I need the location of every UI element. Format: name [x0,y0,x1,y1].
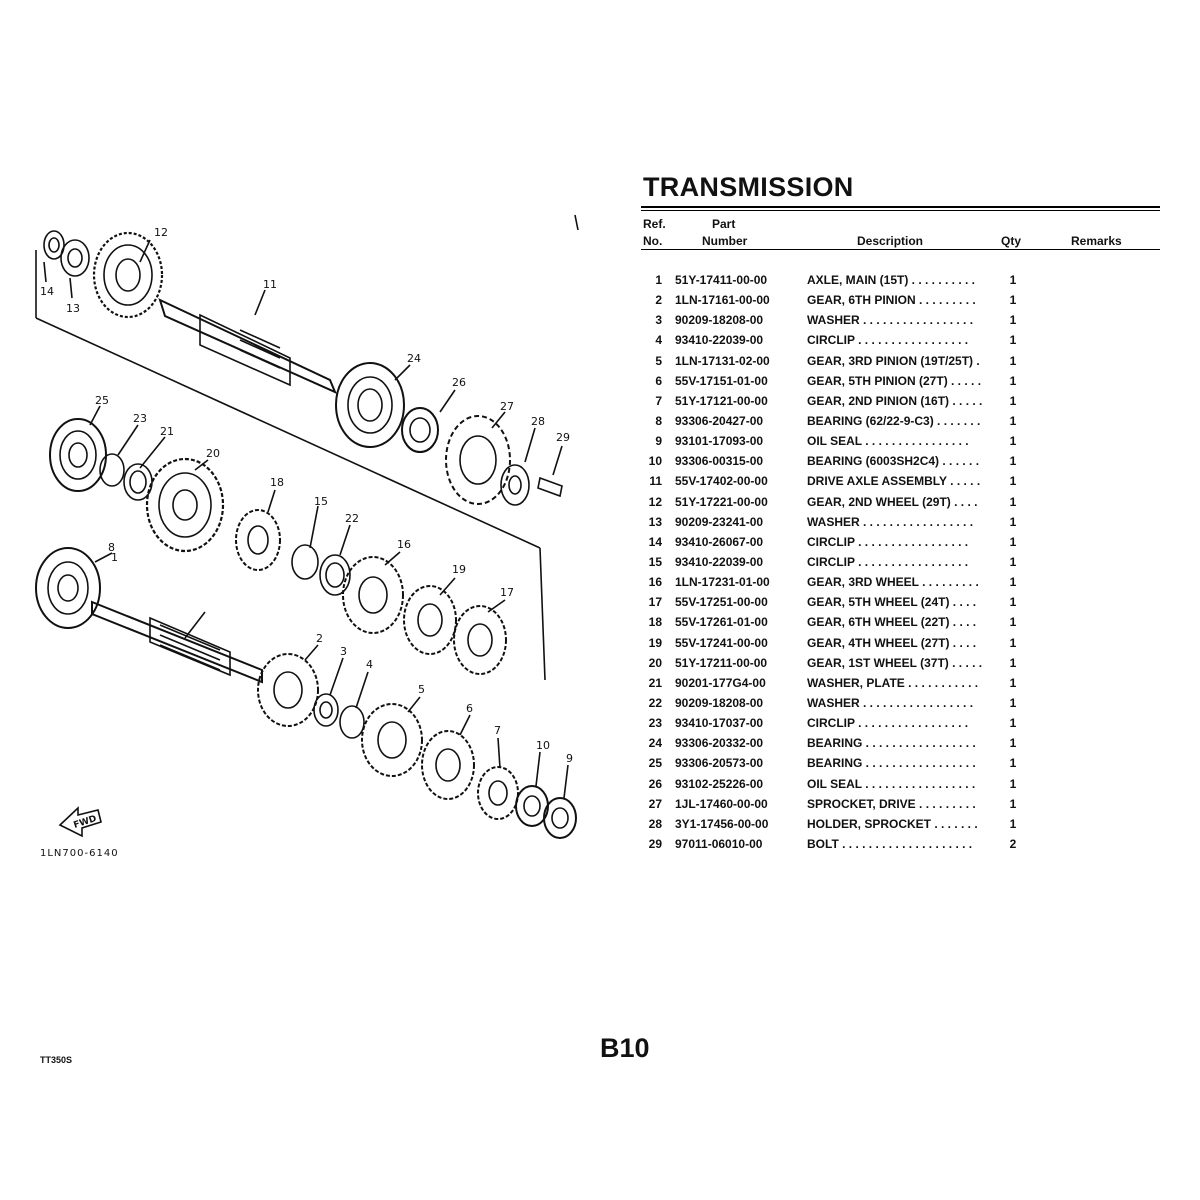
header-part: Part [712,217,736,231]
part-number: 51Y-17411-00-00 [675,273,768,287]
callout-16: 16 [397,538,411,551]
qty: 1 [1009,675,1017,690]
part-number: 93306-20332-00 [675,736,764,751]
table-row [641,514,1160,534]
table-row [641,272,1160,292]
table-row [641,534,1160,554]
header-no: No. [643,234,663,248]
table-row [641,816,1160,836]
qty: 1 [1009,736,1017,751]
description: BOLT . . . . . . . . . . . . . . . . . . . . [807,836,973,851]
table-row [641,292,1160,312]
description: WASHER . . . . . . . . . . . . . . . . . [807,313,974,328]
ref-no: 29 [648,836,662,851]
callout-numbers [40,226,573,765]
ref-no: 12 [648,494,662,509]
part-number: 93306-20427-00 [675,413,764,428]
part-number: 93102-25226-00 [675,776,764,791]
callout-11: 11 [263,278,277,291]
callout-29: 29 [556,431,570,444]
header-qty: Qty [1001,234,1022,248]
description: GEAR, 5TH WHEEL (24T) . . . . [807,595,977,610]
callout-15: 15 [314,495,328,508]
header-rule [641,249,1160,250]
callout-8: 8 [108,541,115,554]
ref-no: 22 [648,695,662,710]
qty: 1 [1009,716,1017,731]
part-number: 97011-06010-00 [675,836,763,851]
ref-no: 11 [649,474,662,489]
qty: 1 [1009,413,1017,428]
table-row [641,635,1160,655]
qty: 1 [1009,655,1017,670]
description: GEAR, 3RD WHEEL . . . . . . . . . [807,575,979,590]
description: GEAR, 3RD PINION (19T/25T) . [807,353,980,368]
table-row [641,796,1160,816]
description: OIL SEAL . . . . . . . . . . . . . . . . [807,434,969,449]
part-number: 93410-26067-00 [675,534,764,549]
callout-19: 19 [452,563,466,576]
table-row [641,614,1160,634]
page-title: TRANSMISSION [643,172,854,202]
table-row [641,574,1160,594]
callout-20: 20 [206,447,220,460]
table-row [641,373,1160,393]
callout-7: 7 [494,724,501,737]
table-row [641,332,1160,352]
ref-no: 27 [648,796,662,811]
qty: 1 [1009,313,1017,328]
description: WASHER . . . . . . . . . . . . . . . . . [807,514,974,529]
description: HOLDER, SPROCKET . . . . . . . [807,816,978,831]
callout-28: 28 [531,415,545,428]
part-number: 1LN-17231-01-00 [675,575,770,590]
callout-6: 6 [466,702,473,715]
callout-21: 21 [160,425,174,438]
table-row [641,836,1160,856]
part-number: 1LN-17161-00-00 [675,293,770,308]
part-number: 93410-17037-00 [675,716,764,731]
qty: 1 [1009,293,1017,308]
qty: 1 [1009,454,1017,469]
description: WASHER . . . . . . . . . . . . . . . . . [807,695,974,710]
callout-9: 9 [566,752,573,765]
callout-26: 26 [452,376,466,389]
qty: 1 [1009,575,1017,590]
description: CIRCLIP . . . . . . . . . . . . . . . . . [807,716,969,731]
description: DRIVE AXLE ASSEMBLY . . . . . [807,474,981,489]
ref-no: 10 [648,454,662,469]
ref-no: 1 [655,273,662,287]
description: GEAR, 2ND WHEEL (29T) . . . . [807,494,978,509]
description: CIRCLIP . . . . . . . . . . . . . . . . . [807,554,969,569]
qty: 1 [1009,273,1017,287]
table-row [641,473,1160,493]
figure-code: 1LN700-6140 [40,848,119,859]
part-number: 51Y-17221-00-00 [675,494,768,509]
header-ref: Ref. [643,217,666,231]
table-row [641,353,1160,373]
part-number: 90209-23241-00 [675,514,764,529]
callout-22: 22 [345,512,359,525]
description: GEAR, 5TH PINION (27T) . . . . . [807,373,982,388]
part-number: 51Y-17211-00-00 [675,655,768,670]
qty: 1 [1009,615,1017,630]
ref-no: 16 [648,575,662,590]
description: BEARING . . . . . . . . . . . . . . . . . [807,736,976,751]
description: GEAR, 6TH WHEEL (22T) . . . . [807,615,977,630]
ref-no: 2 [655,293,662,308]
ref-no: 6 [655,373,662,388]
callout-24: 24 [407,352,421,365]
part-number: 1LN-17131-02-00 [675,353,770,368]
callout-14: 14 [40,285,54,298]
part-number: 93306-00315-00 [675,454,764,469]
qty: 1 [1009,393,1017,408]
ref-no: 26 [648,776,662,791]
table-row [641,393,1160,413]
ref-no: 15 [648,554,662,569]
table-row [641,312,1160,332]
ref-no: 18 [648,615,662,630]
qty: 1 [1009,474,1017,489]
part-number: 93306-20573-00 [675,756,764,771]
callout-25: 25 [95,394,109,407]
part-number: 51Y-17121-00-00 [675,393,768,408]
description: OIL SEAL . . . . . . . . . . . . . . . . . [807,776,976,791]
callout-2: 2 [316,632,323,645]
description: GEAR, 4TH WHEEL (27T) . . . . [807,635,977,650]
ref-no: 13 [648,514,662,529]
callout-23: 23 [133,412,147,425]
ref-no: 7 [655,393,662,408]
ref-no: 14 [648,534,662,549]
ref-no: 9 [655,434,662,449]
qty: 1 [1009,554,1017,569]
table-row [641,735,1160,755]
ref-no: 19 [648,635,662,650]
qty: 1 [1009,434,1017,449]
qty: 1 [1009,816,1017,831]
callout-1: 1 [111,551,118,564]
table-row [641,494,1160,514]
description: BEARING (62/22-9-C3) . . . . . . . [807,413,981,428]
ref-no: 21 [648,675,662,690]
part-number: 93410-22039-00 [675,333,764,348]
description: CIRCLIP . . . . . . . . . . . . . . . . . [807,333,969,348]
part-number: 55V-17402-00-00 [675,474,768,489]
title-rule [641,206,1160,208]
header-remarks: Remarks [1071,234,1122,248]
title-rule-thin [641,210,1160,211]
qty: 1 [1009,514,1017,529]
table-row [641,675,1160,695]
table-row [641,413,1160,433]
qty: 1 [1009,756,1017,771]
part-number: 90201-177G4-00 [675,675,766,690]
description: BEARING (6003SH2C4) . . . . . . [807,454,980,469]
description: CIRCLIP . . . . . . . . . . . . . . . . . [807,534,969,549]
ref-no: 23 [648,716,662,731]
qty: 1 [1009,796,1017,811]
callout-27: 27 [500,400,514,413]
qty: 1 [1009,333,1017,348]
qty: 1 [1009,494,1017,509]
part-number: 55V-17261-01-00 [675,615,768,630]
part-number: 1JL-17460-00-00 [675,796,768,811]
description: GEAR, 6TH PINION . . . . . . . . . [807,293,976,308]
table-row [641,755,1160,775]
part-number: 93101-17093-00 [675,434,764,449]
qty: 1 [1009,373,1017,388]
table-row [641,433,1160,453]
qty: 1 [1009,534,1017,549]
qty: 2 [1009,836,1017,851]
callout-13: 13 [66,302,80,315]
part-number: 55V-17241-00-00 [675,635,768,650]
fwd-label: FWD [72,814,98,831]
callout-5: 5 [418,683,425,696]
header-number: Number [702,234,748,248]
ref-no: 8 [655,413,662,428]
description: BEARING . . . . . . . . . . . . . . . . . [807,756,976,771]
part-number: 90209-18208-00 [675,313,764,328]
qty: 1 [1009,595,1017,610]
model-code: TT350S [40,1055,73,1065]
description: GEAR, 1ST WHEEL (37T) . . . . . [807,655,983,670]
qty: 1 [1009,353,1017,368]
part-number: 55V-17251-00-00 [675,595,768,610]
header-description: Description [857,234,924,248]
callout-4: 4 [366,658,373,671]
parts-table [641,272,1160,856]
table-row [641,695,1160,715]
qty: 1 [1009,776,1017,791]
qty: 1 [1009,635,1017,650]
ref-no: 25 [648,756,662,771]
table-row [641,655,1160,675]
table-row [641,453,1160,473]
table-row [641,554,1160,574]
ref-no: 5 [655,353,662,368]
ref-no: 3 [655,313,662,328]
ref-no: 4 [655,333,662,348]
ref-no: 17 [648,595,662,610]
callout-18: 18 [270,476,284,489]
part-number: 55V-17151-01-00 [675,373,768,388]
callout-12: 12 [154,226,168,239]
callout-3: 3 [340,645,347,658]
part-number: 90209-18208-00 [675,695,764,710]
part-number: 3Y1-17456-00-00 [675,816,769,831]
callout-17: 17 [500,586,514,599]
callout-10: 10 [536,739,550,752]
table-row [641,715,1160,735]
qty: 1 [1009,695,1017,710]
description: WASHER, PLATE . . . . . . . . . . . [807,675,979,690]
ref-no: 24 [648,736,662,751]
description: AXLE, MAIN (15T) . . . . . . . . . . [807,273,976,287]
page-number: B10 [600,1033,650,1063]
ref-no: 20 [648,655,662,670]
ref-no: 28 [648,816,662,831]
description: SPROCKET, DRIVE . . . . . . . . . [807,796,976,811]
part-number: 93410-22039-00 [675,554,764,569]
description: GEAR, 2ND PINION (16T) . . . . . [807,393,983,408]
table-row [641,594,1160,614]
table-row [641,776,1160,796]
